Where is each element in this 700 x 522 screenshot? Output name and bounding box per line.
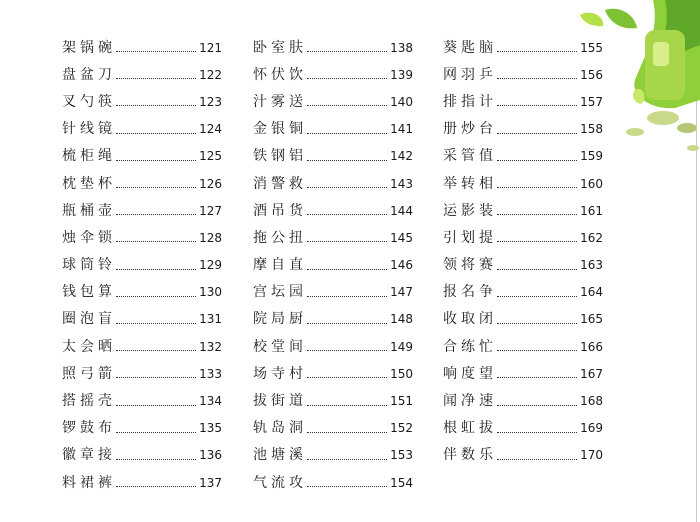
entry-title: 排指计 <box>443 93 497 110</box>
dot-leader <box>116 459 196 460</box>
page-number: 168 <box>580 394 603 409</box>
toc-entry[interactable] <box>253 442 413 469</box>
dot-leader <box>497 160 577 161</box>
entry-title: 消警救 <box>253 175 307 192</box>
page-number: 164 <box>580 285 603 300</box>
entry-title: 收取闭 <box>443 311 497 328</box>
dot-leader <box>116 405 196 406</box>
page-number: 166 <box>580 339 603 354</box>
dot-leader <box>497 459 577 460</box>
toc-entry[interactable] <box>62 61 222 88</box>
dot-leader <box>497 214 577 215</box>
entry-title: 领将赛 <box>443 257 497 274</box>
toc-column-1 <box>62 34 222 496</box>
entry-title: 金银铜 <box>253 121 307 138</box>
toc-entry[interactable] <box>62 469 222 496</box>
toc-entry[interactable] <box>62 88 222 115</box>
dot-leader <box>307 269 387 270</box>
toc-column-3 <box>443 34 603 469</box>
dot-leader <box>116 269 196 270</box>
toc-entry[interactable] <box>443 360 603 387</box>
entry-title: 铁钢铝 <box>253 148 307 165</box>
page-number: 153 <box>390 448 413 463</box>
dot-leader <box>116 214 196 215</box>
toc-entry[interactable] <box>253 143 413 170</box>
page-number: 143 <box>390 176 413 191</box>
page-number: 123 <box>199 94 222 109</box>
toc-entry[interactable] <box>253 279 413 306</box>
dot-leader <box>307 160 387 161</box>
page-number: 148 <box>390 312 413 327</box>
page-number: 144 <box>390 203 413 218</box>
dot-leader <box>307 377 387 378</box>
toc-entry[interactable] <box>62 252 222 279</box>
dot-leader <box>307 241 387 242</box>
dot-leader <box>116 105 196 106</box>
dot-leader <box>307 459 387 460</box>
page-number: 159 <box>580 149 603 164</box>
entry-title: 太会晒 <box>62 338 116 355</box>
entry-title: 料裙裤 <box>62 474 116 491</box>
dot-leader <box>116 486 196 487</box>
page-number: 134 <box>199 394 222 409</box>
entry-title: 拖公扭 <box>253 229 307 246</box>
page-number: 135 <box>199 421 222 436</box>
page-number: 146 <box>390 258 413 273</box>
dot-leader <box>116 241 196 242</box>
toc-entry[interactable] <box>253 116 413 143</box>
entry-title: 烛伞锁 <box>62 229 116 246</box>
page-number: 128 <box>199 230 222 245</box>
dot-leader <box>307 133 387 134</box>
toc-entry[interactable] <box>443 252 603 279</box>
dot-leader <box>497 296 577 297</box>
toc-entry[interactable] <box>62 34 222 61</box>
toc-entry[interactable] <box>443 197 603 224</box>
toc-entry[interactable] <box>443 170 603 197</box>
page-number: 170 <box>580 448 603 463</box>
toc-entry[interactable] <box>443 387 603 414</box>
dot-leader <box>307 486 387 487</box>
page-number: 162 <box>580 230 603 245</box>
toc-entry[interactable] <box>443 61 603 88</box>
entry-title: 叉勺筷 <box>62 93 116 110</box>
dot-leader <box>116 133 196 134</box>
dot-leader <box>116 51 196 52</box>
entry-title: 锣鼓布 <box>62 420 116 437</box>
page-number: 122 <box>199 67 222 82</box>
page-number: 137 <box>199 475 222 490</box>
dot-leader <box>307 51 387 52</box>
toc-entry[interactable] <box>62 387 222 414</box>
toc-entry[interactable] <box>253 61 413 88</box>
page-number: 161 <box>580 203 603 218</box>
page-number: 151 <box>390 394 413 409</box>
dot-leader <box>497 187 577 188</box>
table-of-contents <box>0 34 700 514</box>
dot-leader <box>307 296 387 297</box>
dot-leader <box>497 405 577 406</box>
entry-title: 场寺村 <box>253 365 307 382</box>
dot-leader <box>116 160 196 161</box>
entry-title: 架锅碗 <box>62 39 116 56</box>
entry-title: 徽章接 <box>62 447 116 464</box>
page-number: 154 <box>390 475 413 490</box>
dot-leader <box>116 350 196 351</box>
toc-entry[interactable] <box>62 333 222 360</box>
dot-leader <box>307 405 387 406</box>
entry-title: 闻净速 <box>443 393 497 410</box>
dot-leader <box>497 78 577 79</box>
page-number: 132 <box>199 339 222 354</box>
entry-title: 针线镜 <box>62 121 116 138</box>
toc-entry[interactable] <box>62 116 222 143</box>
toc-entry[interactable] <box>62 170 222 197</box>
toc-entry[interactable] <box>62 197 222 224</box>
toc-entry[interactable] <box>253 387 413 414</box>
toc-entry[interactable] <box>253 170 413 197</box>
toc-entry[interactable] <box>253 415 413 442</box>
entry-title: 伴数乐 <box>443 447 497 464</box>
dot-leader <box>116 296 196 297</box>
page-number: 121 <box>199 40 222 55</box>
page-number: 131 <box>199 312 222 327</box>
toc-entry[interactable] <box>253 333 413 360</box>
page-number: 139 <box>390 67 413 82</box>
toc-entry[interactable] <box>253 197 413 224</box>
page-number: 163 <box>580 258 603 273</box>
toc-entry[interactable] <box>253 252 413 279</box>
page-number: 167 <box>580 366 603 381</box>
entry-title: 钱包算 <box>62 284 116 301</box>
entry-title: 根虹拔 <box>443 420 497 437</box>
entry-title: 轨岛洞 <box>253 420 307 437</box>
page-number: 141 <box>390 122 413 137</box>
toc-entry[interactable] <box>253 34 413 61</box>
toc-entry[interactable] <box>443 442 603 469</box>
entry-title: 引划提 <box>443 229 497 246</box>
dot-leader <box>497 323 577 324</box>
page-number: 157 <box>580 94 603 109</box>
entry-title: 采管值 <box>443 148 497 165</box>
page-number: 165 <box>580 312 603 327</box>
entry-title: 球筒铃 <box>62 257 116 274</box>
toc-entry[interactable] <box>253 88 413 115</box>
toc-entry[interactable] <box>62 224 222 251</box>
dot-leader <box>497 377 577 378</box>
page-number: 124 <box>199 122 222 137</box>
dot-leader <box>497 105 577 106</box>
entry-title: 响度望 <box>443 365 497 382</box>
page-number: 158 <box>580 122 603 137</box>
toc-column-2 <box>253 34 413 496</box>
dot-leader <box>307 78 387 79</box>
entry-title: 酒吊货 <box>253 202 307 219</box>
toc-entry[interactable] <box>443 279 603 306</box>
dot-leader <box>307 432 387 433</box>
page-number: 125 <box>199 149 222 164</box>
entry-title: 院局厨 <box>253 311 307 328</box>
dot-leader <box>497 432 577 433</box>
page-number: 160 <box>580 176 603 191</box>
dot-leader <box>497 51 577 52</box>
entry-title: 卧室肤 <box>253 39 307 56</box>
page-number: 138 <box>390 40 413 55</box>
page-number: 149 <box>390 339 413 354</box>
entry-title: 摩自直 <box>253 257 307 274</box>
entry-title: 梳柜绳 <box>62 148 116 165</box>
entry-title: 枕垫杯 <box>62 175 116 192</box>
dot-leader <box>497 133 577 134</box>
toc-entry[interactable] <box>443 143 603 170</box>
toc-entry[interactable] <box>443 306 603 333</box>
toc-entry[interactable] <box>253 306 413 333</box>
entry-title: 怀伏饮 <box>253 66 307 83</box>
entry-title: 汁雾送 <box>253 93 307 110</box>
dot-leader <box>307 323 387 324</box>
dot-leader <box>497 241 577 242</box>
dot-leader <box>116 432 196 433</box>
page-number: 130 <box>199 285 222 300</box>
entry-title: 盘盆刀 <box>62 66 116 83</box>
page-number: 145 <box>390 230 413 245</box>
entry-title: 气流攻 <box>253 474 307 491</box>
entry-title: 合练忙 <box>443 338 497 355</box>
dot-leader <box>116 377 196 378</box>
toc-entry[interactable] <box>62 143 222 170</box>
entry-title: 拔街道 <box>253 393 307 410</box>
entry-title: 报名争 <box>443 284 497 301</box>
dot-leader <box>116 187 196 188</box>
entry-title: 宫坛园 <box>253 284 307 301</box>
toc-entry[interactable] <box>62 442 222 469</box>
toc-entry[interactable] <box>253 360 413 387</box>
page-number: 156 <box>580 67 603 82</box>
dot-leader <box>116 78 196 79</box>
toc-entry[interactable] <box>62 306 222 333</box>
page-number: 133 <box>199 366 222 381</box>
toc-entry[interactable] <box>253 469 413 496</box>
entry-title: 网羽乒 <box>443 66 497 83</box>
toc-entry[interactable] <box>62 415 222 442</box>
entry-title: 圈泡盲 <box>62 311 116 328</box>
dot-leader <box>116 323 196 324</box>
toc-entry[interactable] <box>443 34 603 61</box>
entry-title: 运影装 <box>443 202 497 219</box>
toc-entry[interactable] <box>443 415 603 442</box>
page-number: 127 <box>199 203 222 218</box>
toc-entry[interactable] <box>62 279 222 306</box>
page-number: 140 <box>390 94 413 109</box>
toc-entry[interactable] <box>443 224 603 251</box>
toc-entry[interactable] <box>443 333 603 360</box>
dot-leader <box>307 187 387 188</box>
page-number: 129 <box>199 258 222 273</box>
entry-title: 册炒台 <box>443 121 497 138</box>
toc-entry[interactable] <box>443 116 603 143</box>
entry-title: 搭摇壳 <box>62 393 116 410</box>
dot-leader <box>307 214 387 215</box>
entry-title: 池塘溪 <box>253 447 307 464</box>
page-number: 136 <box>199 448 222 463</box>
dot-leader <box>497 269 577 270</box>
page-number: 169 <box>580 421 603 436</box>
toc-entry[interactable] <box>443 88 603 115</box>
entry-title: 照弓箭 <box>62 365 116 382</box>
dot-leader <box>307 350 387 351</box>
toc-entry[interactable] <box>253 224 413 251</box>
page-number: 126 <box>199 176 222 191</box>
page-number: 142 <box>390 149 413 164</box>
toc-entry[interactable] <box>62 360 222 387</box>
dot-leader <box>307 105 387 106</box>
entry-title: 瓶桶壶 <box>62 202 116 219</box>
entry-title: 校堂间 <box>253 338 307 355</box>
entry-title: 葵匙脑 <box>443 39 497 56</box>
page-number: 147 <box>390 285 413 300</box>
entry-title: 举转相 <box>443 175 497 192</box>
page-number: 152 <box>390 421 413 436</box>
page-number: 155 <box>580 40 603 55</box>
page-number: 150 <box>390 366 413 381</box>
dot-leader <box>497 350 577 351</box>
